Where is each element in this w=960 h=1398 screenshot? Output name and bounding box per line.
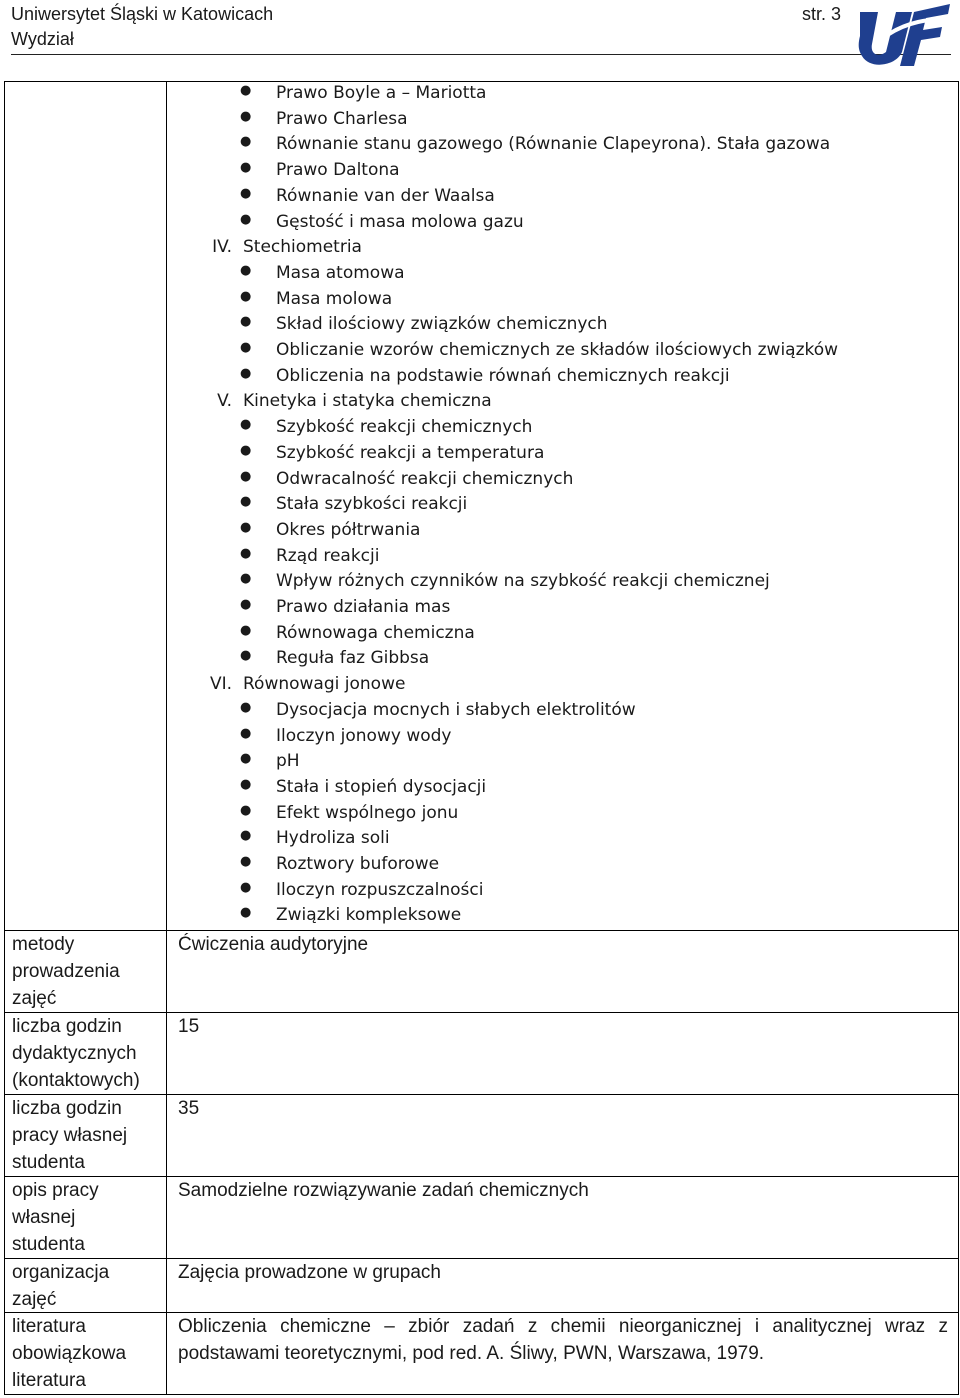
bullet-icon: ● [240, 417, 252, 433]
label-literature-next: literatura [12, 1370, 86, 1391]
bullet-icon: ● [240, 879, 252, 895]
bullet-icon: ● [240, 519, 252, 535]
label-self-study-hours: liczba godzin pracy własnej studenta [12, 1098, 128, 1173]
bullet-icon: ● [240, 802, 252, 818]
bullet-icon: ● [240, 494, 252, 510]
bullet-icon: ● [240, 340, 252, 355]
bullet-icon: ● [240, 365, 252, 381]
bullet-icon: ● [240, 905, 252, 921]
bullet-icon: ● [240, 160, 252, 176]
row-divider [4, 1258, 959, 1259]
row-divider [4, 1012, 959, 1013]
bullet-icon: ● [240, 571, 252, 587]
label-organization: organizacja zajęć [12, 1262, 110, 1310]
bullet-icon: ● [240, 776, 252, 792]
bullet-icon: ● [240, 597, 252, 612]
bullet-icon: ● [240, 622, 252, 638]
bullet-icon: ● [240, 725, 252, 741]
bullet-icon: ● [240, 134, 252, 150]
bullet-icon: ● [240, 288, 252, 304]
value-methods: Ćwiczenia audytoryjne [178, 934, 369, 955]
bullet-icon: ● [240, 648, 252, 664]
bullet-icon: ● [240, 185, 252, 201]
value-self-study-description: Samodzielne rozwiązywanie zadań chemicznych [178, 1180, 589, 1201]
bullet-icon: ● [240, 314, 252, 330]
page-header [0, 0, 960, 80]
bullet-icon: ● [240, 751, 252, 767]
bullet-icon: ● [240, 108, 252, 124]
row-divider [4, 1094, 959, 1095]
value-contact-hours: 15 [178, 1016, 200, 1037]
value-self-study-hours: 35 [178, 1098, 200, 1119]
bullet-icon: ● [240, 83, 252, 98]
bullet-icon: ● [240, 854, 252, 869]
label-contact-hours: liczba godzin dydaktycznych (kontaktowych) [12, 1016, 140, 1091]
value-required-literature: Obliczenia chemiczne – zbiór zadań z chemii nieorganicznej i analitycznej wraz z podstawami teoretycznymi, pod red. A. Śliwy, PWN, Warszawa, 1979. [178, 1316, 948, 1364]
bullet-icon: ● [240, 442, 252, 458]
bullet-icon: ● [240, 545, 252, 561]
bullet-icon: ● [240, 828, 252, 844]
header-rule [11, 54, 951, 55]
university-logo-icon [856, 0, 952, 68]
university-name: Uniwersytet Śląski w Katowicach [11, 4, 274, 24]
bullet-icon: ● [240, 211, 252, 227]
label-self-study-description: opis pracy własnej studenta [12, 1180, 99, 1255]
label-required-literature: literatura obowiązkowa [12, 1316, 127, 1364]
row-divider [4, 930, 959, 931]
bullet-icon: ● [240, 699, 252, 715]
department-name: Wydział [11, 29, 74, 49]
bullet-icon: ● [240, 262, 252, 278]
column-divider [166, 81, 167, 1395]
bullet-icon: ● [240, 468, 252, 484]
value-organization: Zajęcia prowadzone w grupach [178, 1262, 441, 1283]
page-number: str. 3 [802, 4, 842, 24]
label-methods: metody prowadzenia zajęć [12, 934, 120, 1009]
